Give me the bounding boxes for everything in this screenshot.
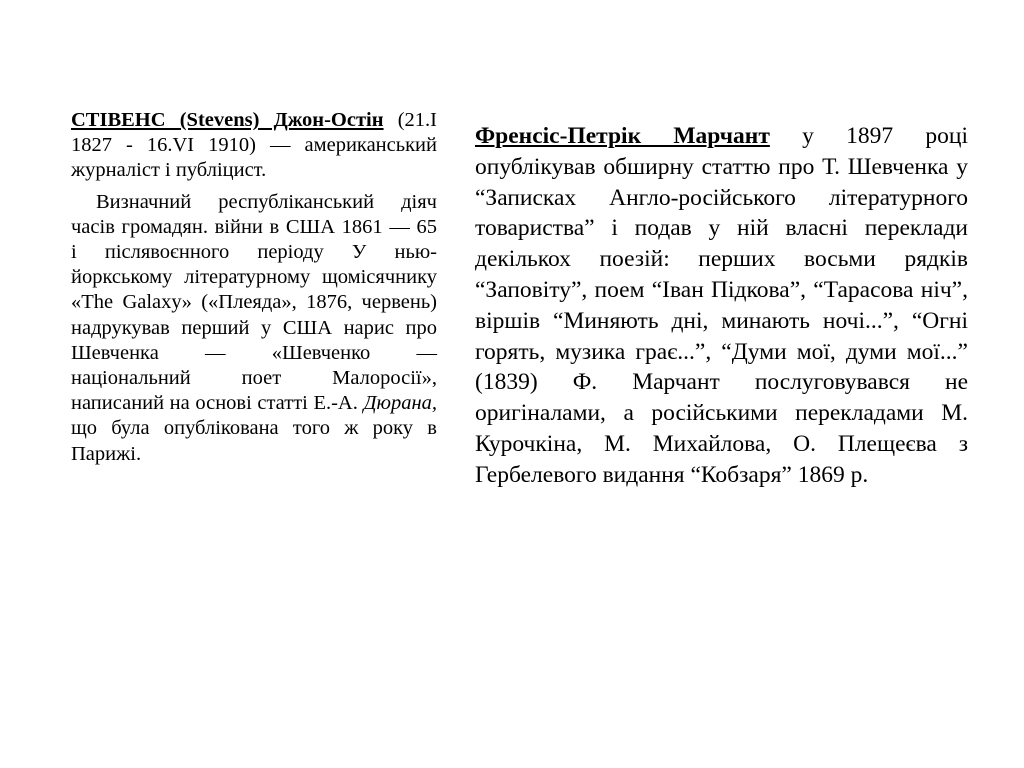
marchant-paragraph bbox=[475, 121, 968, 491]
stevens-intro-paragraph bbox=[71, 108, 437, 184]
stevens-dates: (21.І 1827 - 16.VI 1910) — американський журналіст і публіцист. bbox=[71, 109, 438, 182]
stevens-body-paragraph bbox=[71, 190, 437, 467]
stevens-entry-name: СТІВЕНС (Stevens) Джон-Остін bbox=[71, 109, 384, 131]
stevens-body-italic: Дюрана, bbox=[363, 392, 437, 415]
marchant-article bbox=[475, 121, 968, 491]
stevens-body-end: що була опублікована того ж року в Парижі. bbox=[71, 417, 437, 465]
marchant-body-text: у 1897 році опублікував обширну статтю про Т. Шевченка у “Записках Англо-російського літературного товариства” і подав у ній власні переклади декількох поезій: перших восьми рядків “Заповіту”, поем “Іван Підкова”, “Тарасова ніч”, віршів “Миняють дні, минають ночі...”, “Огні горять, музика грає...”, “Думи мої, думи мої...” (1839) Ф. Марчант послуговувався не оригіналами, а російськими перекладами М. Курочкіна, М. Михайлова, О. Плещеєва з Гербелевого видання “Кобзаря” 1869 р. bbox=[475, 123, 969, 488]
stevens-body-text: Визначний республіканський діяч часів громадян. війни в США 1861 — 65 і післявоєнного періоду У нью-йоркському літературному щомісячнику «The Galaxy» («Плеяда», 1876, червень) надрукував перший у США нарис про Шевченка — «Шевченко — національний поет Малоросії», написаний на основі статті Е.-А. bbox=[71, 190, 437, 415]
stevens-article bbox=[71, 108, 437, 467]
marchant-entry-name: Френсіс-Петрік Марчант bbox=[475, 123, 770, 149]
